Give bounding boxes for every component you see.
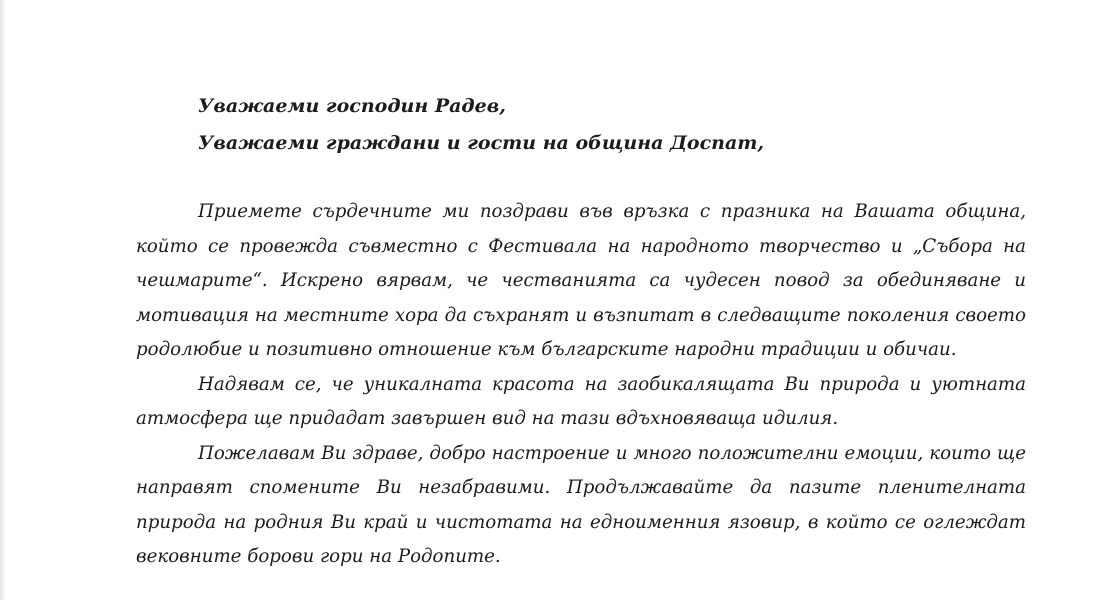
page-edge-shadow bbox=[0, 0, 6, 600]
letter-body bbox=[136, 88, 1026, 575]
paragraph-1: Приемете сърдечните ми поздрави във връзка с празника на Вашата община, който се провежда съвместно с Фестивала на народното творчество и „Събора на чешмарите“. Искрено вярвам, че честванията са чудесен повод за обединяване и мотивация на местните хора да съхранят и възпитат в следващите поколения своето родолюбие и позитивно отношение към българските народни традиции и обичаи. bbox=[136, 201, 1026, 360]
paragraph-3: Пожелавам Ви здраве, добро настроение и много положителни емоции, които ще направят спомените Ви незабравими. Продължавайте да пазите пленителната природа на родния Ви край и чистотата на едноименния язовир, в който се оглеждат вековните борови гори на Родопите. bbox=[136, 442, 1026, 567]
paragraph-2: Надявам се, че уникалната красота на заобикалящата Ви природа и уютната атмосфера ще придадат завършен вид на тази вдъхновяваща идилия. bbox=[136, 373, 1026, 429]
greeting-line-1: Уважаеми господин Радев, bbox=[198, 95, 506, 117]
greeting-line-2: Уважаеми граждани и гости на община Доспат, bbox=[198, 132, 764, 154]
letter-greetings bbox=[136, 88, 1026, 162]
